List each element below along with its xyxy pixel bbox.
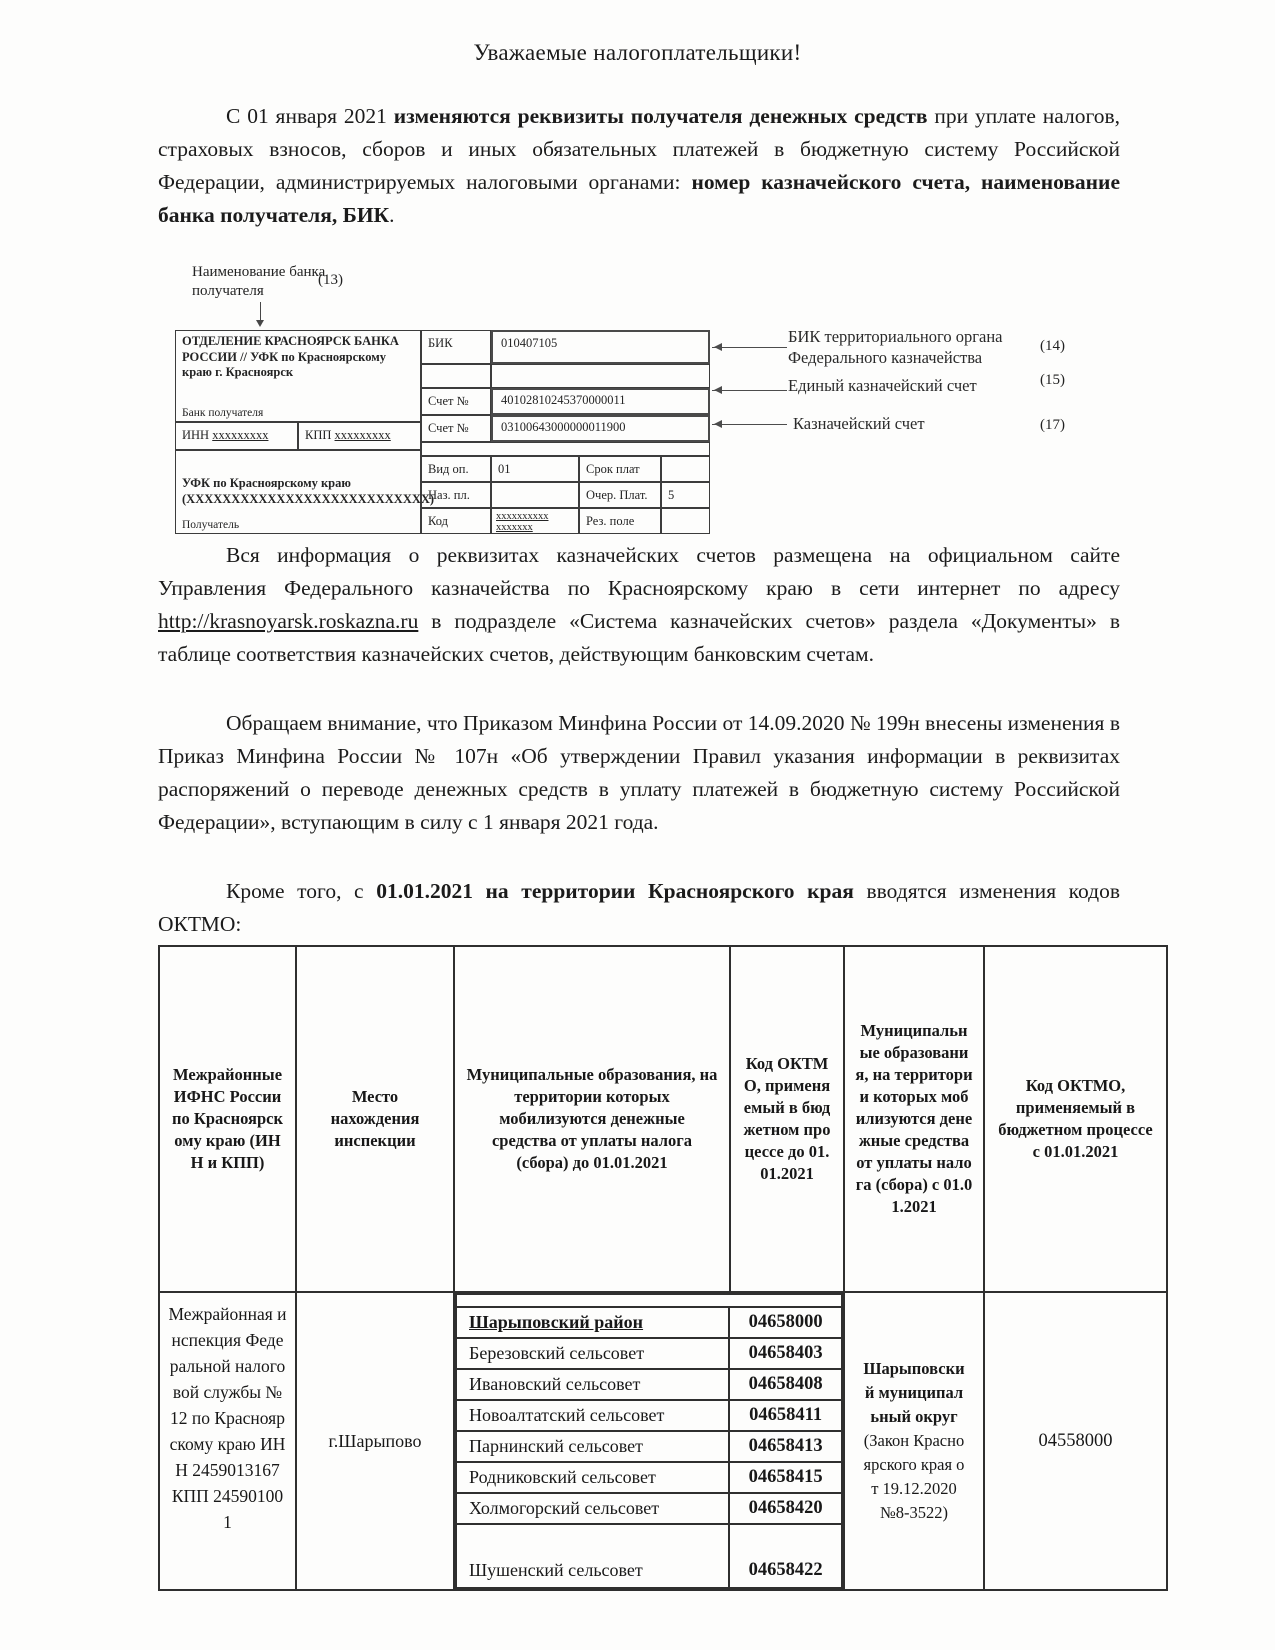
bank-name-cell xyxy=(175,330,421,422)
inn-label: ИНН xyxy=(182,428,210,442)
arrow-left-icon xyxy=(712,390,787,391)
srok-plat-label-cell: Срок плат xyxy=(579,456,661,482)
bik-value: 010407105 xyxy=(501,336,558,350)
oktmo-table xyxy=(158,945,1168,1591)
account1-label-cell: Счет № xyxy=(421,388,491,415)
municipality-row xyxy=(456,1369,842,1400)
text-segment: . xyxy=(389,203,395,227)
paragraph-minfin-order xyxy=(158,707,1120,839)
corr-label-cell xyxy=(421,364,491,388)
municipality-name: Шушенский сельсовет xyxy=(456,1524,729,1588)
annotation-bik-number: (14) xyxy=(1040,338,1065,354)
new-municipality-note: (Закон Красноярского края от 19.12.2020 №8-3522) xyxy=(863,1431,965,1522)
municipality-row xyxy=(456,1338,842,1369)
naz-pl-label-cell: Наз. пл. xyxy=(421,482,491,508)
new-municipality-name: Шарыповский муниципальный округ xyxy=(863,1359,965,1426)
annotation-treasury-account: Казначейский счет xyxy=(793,414,925,433)
oktmo-code: 04658403 xyxy=(729,1338,842,1369)
annotation-treasury-account-number: (17) xyxy=(1040,417,1065,433)
recipient-codes: (ХХХХХХХХХХХХХХХХХХХХХХХХХХХ) xyxy=(182,492,435,506)
rez-pole-label-cell: Рез. поле xyxy=(579,508,661,534)
paragraph-oktmo-intro xyxy=(158,875,1120,941)
municipality-name: Парнинский сельсовет xyxy=(456,1431,729,1462)
text-segment: в подразделе «Система казначейских счетов» раздела «Документы» в таблице соответствия казначейских счетов, действующим банковским счетам. xyxy=(158,609,1120,666)
single-treasury-account-cell xyxy=(491,388,710,415)
account2-label-cell: Счет № xyxy=(421,415,491,442)
municipalities-cell xyxy=(454,1292,844,1590)
text-segment: вводятся изменения кодов ОКТМО: xyxy=(158,879,1120,936)
recipient-caption: Получатель xyxy=(182,519,240,531)
field13-label: Наименование банка получателя xyxy=(192,264,326,299)
oktmo-code: 04658422 xyxy=(729,1524,842,1588)
text-segment: номер казначейского счета, наименование банка получателя, БИК xyxy=(158,170,1120,227)
oktmo-table-header-row xyxy=(159,946,1167,1292)
corr-value-cell xyxy=(491,364,710,388)
oktmo-code: 04658000 xyxy=(729,1307,842,1338)
oktmo-table-body-row xyxy=(159,1292,1167,1590)
treasury-account-cell xyxy=(491,415,710,442)
field13-number: (13) xyxy=(318,272,343,288)
municipality-row xyxy=(456,1524,842,1588)
header-inspections: Межрайонные ИФНС России по Красноярскому краю (ИНН и КПП) xyxy=(159,946,296,1292)
vid-op-label-cell: Вид оп. xyxy=(421,456,491,482)
text-segment: Вся информация о реквизитах казначейских счетов размещена на официальном сайте Управления Федерального казначейства по Красноярскому краю в сети интернет по адресу xyxy=(158,543,1120,600)
treasury-account-value: 03100643000000011900 xyxy=(501,420,626,434)
recipient-name: УФК по Красноярскому краю xyxy=(182,476,351,490)
bank-name: ОТДЕЛЕНИЕ КРАСНОЯРСК БАНКА РОССИИ // УФК по Красноярскому краю г. Красноярск xyxy=(182,334,399,379)
kod-label-cell: Код xyxy=(421,508,491,534)
text-segment: 01.01.2021 на территории Красноярского края xyxy=(376,879,854,903)
treasury-site-link[interactable]: http://krasnoyarsk.roskazna.ru xyxy=(158,609,419,633)
paragraph-treasury-info xyxy=(158,539,1120,671)
text-segment: изменяются реквизиты получателя денежных средств xyxy=(393,104,928,128)
municipality-name: Ивановский сельсовет xyxy=(456,1369,729,1400)
location-cell: г.Шарыпово xyxy=(296,1292,454,1590)
municipality-row xyxy=(456,1400,842,1431)
rez-pole-value-cell xyxy=(661,508,710,534)
inn-placeholder: ххххххххх xyxy=(212,428,269,442)
ocher-plat-label-cell: Очер. Плат. xyxy=(579,482,661,508)
bank-caption: Банк получателя xyxy=(182,407,264,419)
header-location: Место нахождения инспекции xyxy=(296,946,454,1292)
oktmo-code: 04658411 xyxy=(729,1400,842,1431)
arrow-down-icon xyxy=(260,302,261,324)
municipalities-inner-table xyxy=(455,1293,843,1589)
oktmo-code: 04658420 xyxy=(729,1493,842,1524)
spacer-row xyxy=(456,1294,842,1307)
kod-value-cell xyxy=(491,508,579,534)
header-municipalities-after: Муниципальные образования, на территории которых мобилизуются денежные средства от уплаты налога (сбора) с 01.01.2021 xyxy=(844,946,984,1292)
municipality-name: Новоалтатский сельсовет xyxy=(456,1400,729,1431)
municipality-row xyxy=(456,1431,842,1462)
arrow-left-icon xyxy=(712,347,787,348)
kod-value: хххххххххх ххххххх xyxy=(496,511,549,533)
header-code-after: Код ОКТМО, применяемый в бюджетном процессе с 01.01.2021 xyxy=(984,946,1167,1292)
annotation-bik: БИК территориального органа Федерального казначейства xyxy=(788,327,1003,367)
bank-requisites-form xyxy=(175,330,710,534)
municipality-name: Шарыповский район xyxy=(456,1307,729,1338)
kpp-cell xyxy=(298,422,421,450)
recipient-cell xyxy=(175,450,435,534)
kpp-placeholder: ххххххххх xyxy=(334,428,391,442)
spacer-cell xyxy=(456,1294,842,1307)
new-oktmo-code: 04558000 xyxy=(984,1292,1167,1590)
inn-cell xyxy=(175,422,298,450)
text-segment: при уплате налогов, страховых взносов, сборов и иных обязательных платежей в бюджетную систему Российской Федерации, администрируемых налоговыми органами: xyxy=(158,104,1120,194)
bik-value-cell xyxy=(491,330,710,364)
single-treasury-account-value: 40102810245370000011 xyxy=(501,393,626,407)
municipality-row xyxy=(456,1307,842,1338)
kpp-label: КПП xyxy=(305,428,332,442)
municipality-row xyxy=(456,1462,842,1493)
inspection-cell: Межрайонная инспекция Федеральной налоговой службы № 12 по Красноярскому краю ИНН 2459013167 КПП 245901001 xyxy=(159,1292,296,1590)
ocher-plat-value-cell: 5 xyxy=(661,482,710,508)
oktmo-code: 04658415 xyxy=(729,1462,842,1493)
header-code-before: Код ОКТМО, применяемый в бюджетном процессе до 01.01.2021 xyxy=(730,946,844,1292)
text-segment: Кроме того, с xyxy=(226,879,377,903)
new-municipality-cell xyxy=(844,1292,984,1590)
paragraph-intro xyxy=(158,100,1120,232)
naz-pl-value-cell xyxy=(491,482,579,508)
empty-strip-cell xyxy=(421,442,710,456)
municipality-row xyxy=(456,1493,842,1524)
annotation-single-account: Единый казначейский счет xyxy=(788,376,977,395)
annotation-single-account-number: (15) xyxy=(1040,372,1065,388)
text-segment: С 01 января 2021 xyxy=(226,104,394,128)
oktmo-code: 04658408 xyxy=(729,1369,842,1400)
page-title: Уважаемые налогоплательщики! xyxy=(473,40,802,65)
oktmo-code: 04658413 xyxy=(729,1431,842,1462)
vid-op-value-cell: 01 xyxy=(491,456,579,482)
arrow-left-icon xyxy=(712,424,787,425)
municipality-name: Холмогорский сельсовет xyxy=(456,1493,729,1524)
municipality-name: Березовский сельсовет xyxy=(456,1338,729,1369)
header-municipalities-before: Муниципальные образования, на территории которых мобилизуются денежные средства от уплаты налога (сбора) до 01.01.2021 xyxy=(454,946,730,1292)
text-segment: Обращаем внимание, что Приказом Минфина России от 14.09.2020 № 199н внесены изменения в Приказ Минфина России № 107н «Об утверждении Правил указания информации в реквизитах распоряжений о переводе денежных средств в уплату платежей в бюджетную систему Российской Федерации», вступающим в силу с 1 января 2021 года. xyxy=(158,711,1120,834)
bik-label-cell: БИК xyxy=(421,330,491,364)
srok-plat-value-cell xyxy=(661,456,710,482)
municipality-name: Родниковский сельсовет xyxy=(456,1462,729,1493)
